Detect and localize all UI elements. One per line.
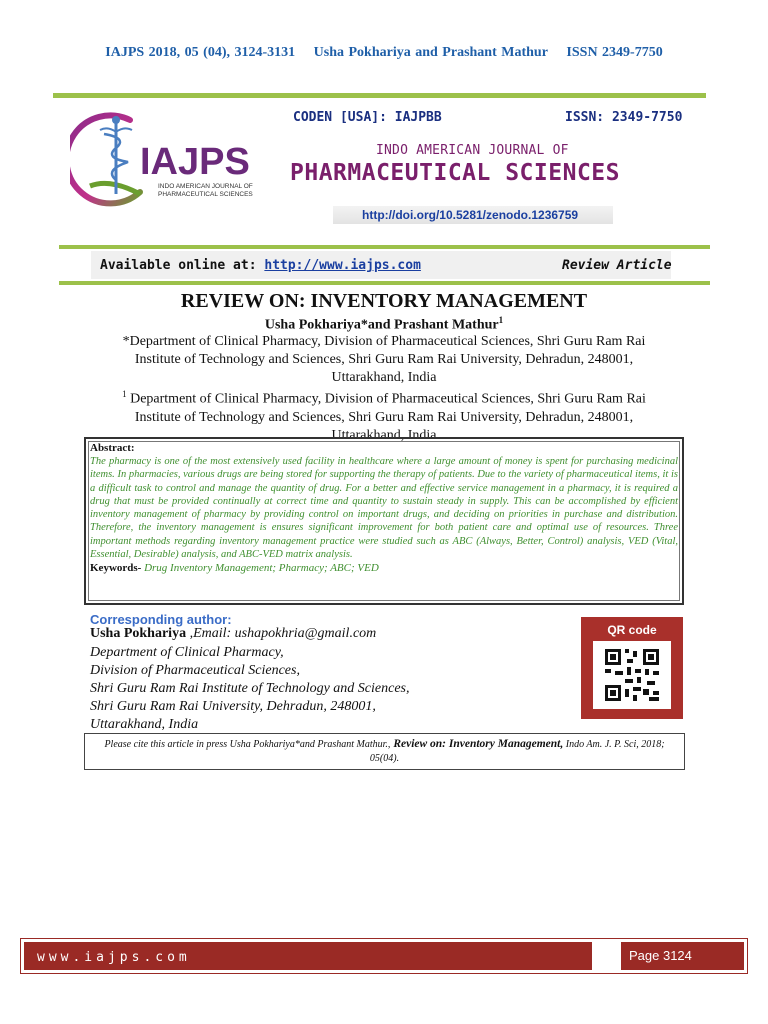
svg-text:PHARMACEUTICAL SCIENCES: PHARMACEUTICAL SCIENCES — [158, 191, 253, 198]
coden: CODEN [USA]: IAJPBB — [293, 110, 442, 125]
address-line: Department of Clinical Pharmacy, — [90, 645, 284, 660]
author-name: Usha Pokhariya — [90, 626, 187, 641]
available-label: Available online at: — [100, 258, 257, 273]
svg-text:INDO AMERICAN JOURNAL OF: INDO AMERICAN JOURNAL OF — [158, 183, 253, 190]
affiliation-2-superscript: 1 — [122, 389, 127, 399]
keywords-label: Keywords- — [90, 562, 142, 575]
journal-url-link[interactable]: http://www.iajps.com — [264, 258, 421, 273]
qr-code-icon[interactable] — [593, 641, 671, 709]
affiliation-1-line: Institute of Technology and Sciences, Shri Guru Ram Rai University, Dehradun, 248001, — [134, 352, 634, 367]
affiliation-2-line: Institute of Technology and Sciences, Shri Guru Ram Rai University, Dehradun, 248001, — [134, 409, 634, 425]
corresponding-name — [90, 626, 376, 642]
qr-label: QR code — [607, 623, 657, 637]
authors-text: Usha Pokhariya*and Prashant Mathur — [264, 317, 499, 333]
article-title: REVIEW ON: INVENTORY MANAGEMENT — [180, 290, 588, 312]
address-line: Uttarakhand, India — [90, 717, 199, 732]
author-superscript: 1 — [498, 315, 504, 325]
citation-prefix: Please cite this article in press Usha Pokhariya*and Prashant Mathur., — [104, 739, 391, 750]
header-citation: IAJPS 2018, 05 (04), 3124-3131 — [105, 45, 296, 60]
qr-code-box — [581, 617, 683, 719]
article-type: Review Article — [562, 258, 672, 273]
journal-name-line2: PHARMACEUTICAL SCIENCES — [290, 160, 620, 186]
abstract-box — [84, 437, 684, 605]
issn: ISSN: 2349-7750 — [565, 110, 683, 125]
author-email[interactable]: ,Email: ushapokhria@gmail.com — [186, 626, 377, 641]
affiliation-1 — [80, 333, 688, 387]
doi-link[interactable]: http://doi.org/10.5281/zenodo.1236759 — [362, 208, 579, 222]
affiliation-2-line: Department of Clinical Pharmacy, Division of Pharmaceutical Sciences, Shri Guru Ram Rai — [126, 391, 646, 407]
keywords — [90, 562, 678, 574]
citation-title: Review on: Inventory Management, — [390, 738, 564, 750]
corresponding-address — [90, 644, 410, 734]
journal-name-line1: INDO AMERICAN JOURNAL OF — [376, 143, 569, 158]
address-line: Division of Pharmaceutical Sciences, — [90, 663, 300, 678]
page-footer — [20, 938, 748, 974]
footer-site-bar — [24, 942, 592, 970]
corresponding-heading: Corresponding author: — [90, 612, 232, 627]
top-divider — [53, 93, 706, 98]
article-authors — [0, 315, 768, 334]
availability — [100, 258, 421, 273]
address-line: Shri Guru Ram Rai University, Dehradun, 248001, — [90, 699, 376, 714]
running-header — [0, 45, 768, 61]
citation-suffix: Indo Am. J. P. Sci, 2018; 05(04). — [369, 739, 665, 764]
mid-divider — [59, 245, 710, 249]
footer-page-bar — [621, 942, 744, 970]
title-divider — [59, 281, 710, 285]
header-authors: Usha Pokhariya and Prashant Mathur — [313, 45, 548, 60]
header-issn: ISSN 2349-7750 — [566, 45, 663, 60]
svg-text:IAJPS: IAJPS — [140, 141, 250, 183]
page-number: Page 3124 — [629, 948, 692, 963]
affiliation-2-line: Uttarakhand, India — [331, 427, 437, 443]
keywords-text: Drug Inventory Management; Pharmacy; ABC; VED — [141, 562, 379, 575]
journal-logo — [70, 108, 255, 208]
citation-box — [84, 733, 685, 770]
affiliation-2 — [80, 385, 688, 445]
footer-site[interactable]: www.iajps.com — [37, 950, 191, 965]
address-line: Shri Guru Ram Rai Institute of Technology and Sciences, — [90, 681, 410, 696]
affiliation-1-line: *Department of Clinical Pharmacy, Division of Pharmaceutical Sciences, Shri Guru Ram Rai — [122, 334, 646, 349]
affiliation-1-line: Uttarakhand, India — [331, 370, 437, 385]
abstract-text: The pharmacy is one of the most extensively used facility in healthcare where a large amount of money is spent for purchasing medicinal items. In pharmacies, various drugs are being stored for supporting the therapy of patients. Due to the variety of pharmaceutical items, it is a difficult task to control and manage the quantity of drug. For a better and effective service management in a pharmacy, it is required a drug that must be provided continually at correct time and quantity to sustain steady in supply. This can be accomplished by efficient inventory management of pharmacy by providing control on important drugs, and deciding on priorities in purchase and distribution. Therefore, the inventory management is ensures significant improvement for both patient care and optimal use of resources. Three important methods regarding inventory management practice were studied such as ABC (Always, Better, Control) analysis, VED (Vital, Essential, Desirable) analysis, and ABC-VED matrix analysis. — [90, 456, 678, 561]
abstract-label: Abstract: — [90, 442, 135, 454]
